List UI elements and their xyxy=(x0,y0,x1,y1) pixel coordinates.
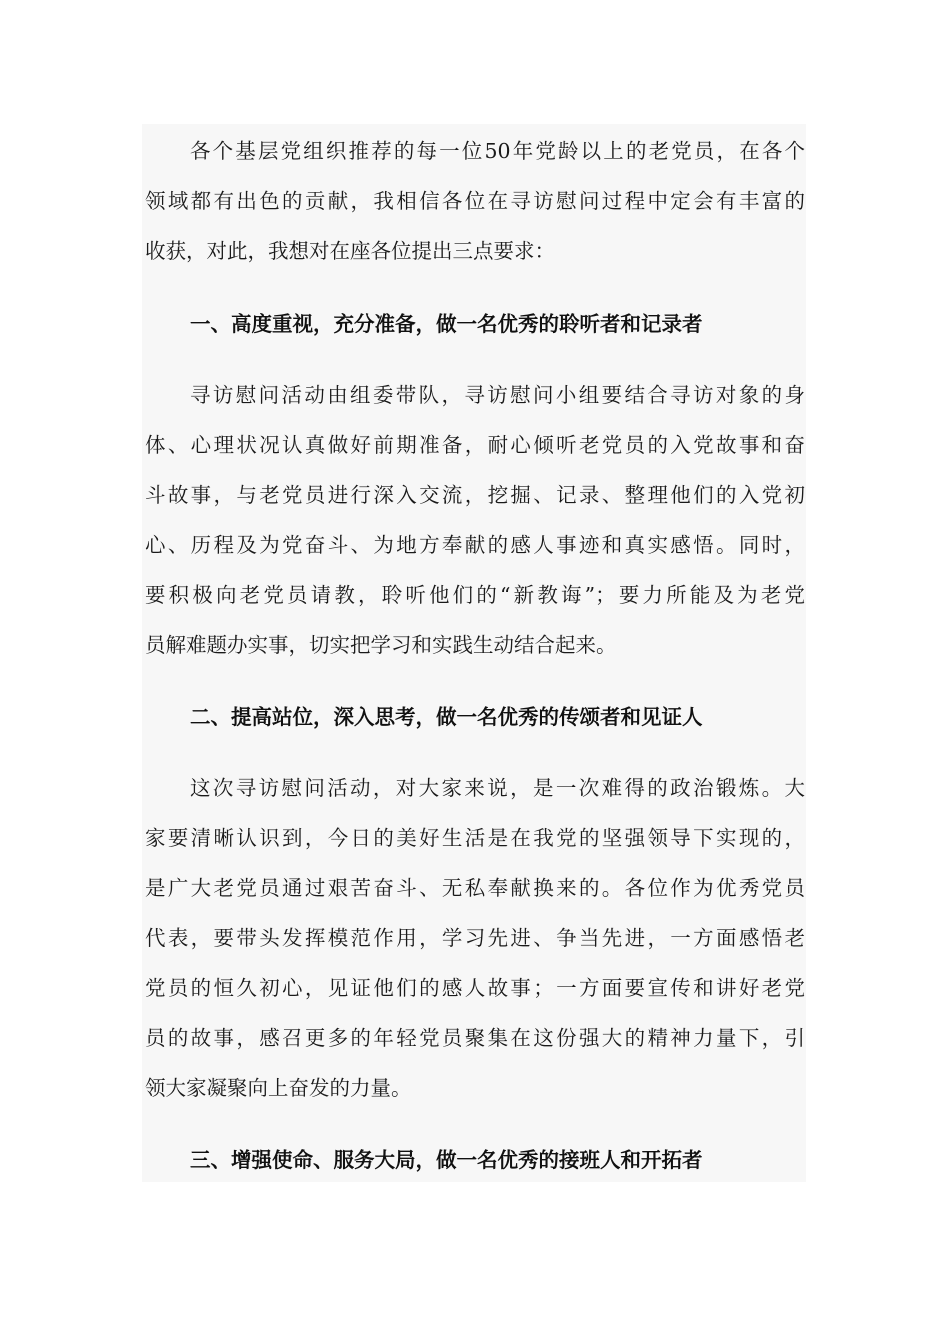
paragraph-3-line-6: 员的故事，感召更多的年轻党员聚集在这份强大的精神力量下，引 xyxy=(145,1026,805,1050)
paragraph-3-line-4: 代表，要带头发挥模范作用，学习先进、争当先进，一方面感悟老 xyxy=(145,926,805,950)
paragraph-2-line-1: 寻访慰问活动由组委带队，寻访慰问小组要结合寻访对象的身 xyxy=(190,383,805,407)
section-heading-3: 三、增强使命、服务大局，做一名优秀的接班人和开拓者 xyxy=(190,1148,703,1172)
section-heading-1: 一、高度重视，充分准备，做一名优秀的聆听者和记录者 xyxy=(190,312,703,336)
paragraph-3-line-5: 党员的恒久初心，见证他们的感人故事；一方面要宣传和讲好老党 xyxy=(145,976,805,1000)
paragraph-3-line-3: 是广大老党员通过艰苦奋斗、无私奉献换来的。各位作为优秀党员 xyxy=(145,876,805,900)
paragraph-3-line-2: 家要清晰认识到，今日的美好生活是在我党的坚强领导下实现的， xyxy=(145,826,805,850)
paragraph-3-line-7: 领大家凝聚向上奋发的力量。 xyxy=(145,1076,412,1100)
paragraph-2-line-3: 斗故事，与老党员进行深入交流，挖掘、记录、整理他们的入党初 xyxy=(145,483,805,507)
paragraph-2-line-2: 体、心理状况认真做好前期准备，耐心倾听老党员的入党故事和奋 xyxy=(145,433,805,457)
paragraph-3-line-1: 这次寻访慰问活动，对大家来说，是一次难得的政治锻炼。大 xyxy=(190,776,805,800)
paragraph-2-line-5: 要积极向老党员请教，聆听他们的“新教诲”；要力所能及为老党 xyxy=(145,583,805,607)
paragraph-1-line-3: 收获，对此，我想对在座各位提出三点要求： xyxy=(145,239,555,263)
section-heading-2: 二、提高站位，深入思考，做一名优秀的传颂者和见证人 xyxy=(190,705,703,729)
paragraph-1-line-1: 各个基层党组织推荐的每一位50年党龄以上的老党员，在各个 xyxy=(190,139,805,163)
paragraph-2-line-4: 心、历程及为党奋斗、为地方奉献的感人事迹和真实感悟。同时， xyxy=(145,533,805,557)
paragraph-1-line-2: 领域都有出色的贡献，我相信各位在寻访慰问过程中定会有丰富的 xyxy=(145,189,805,213)
paragraph-2-line-6: 员解难题办实事，切实把学习和实践生动结合起来。 xyxy=(145,633,617,657)
